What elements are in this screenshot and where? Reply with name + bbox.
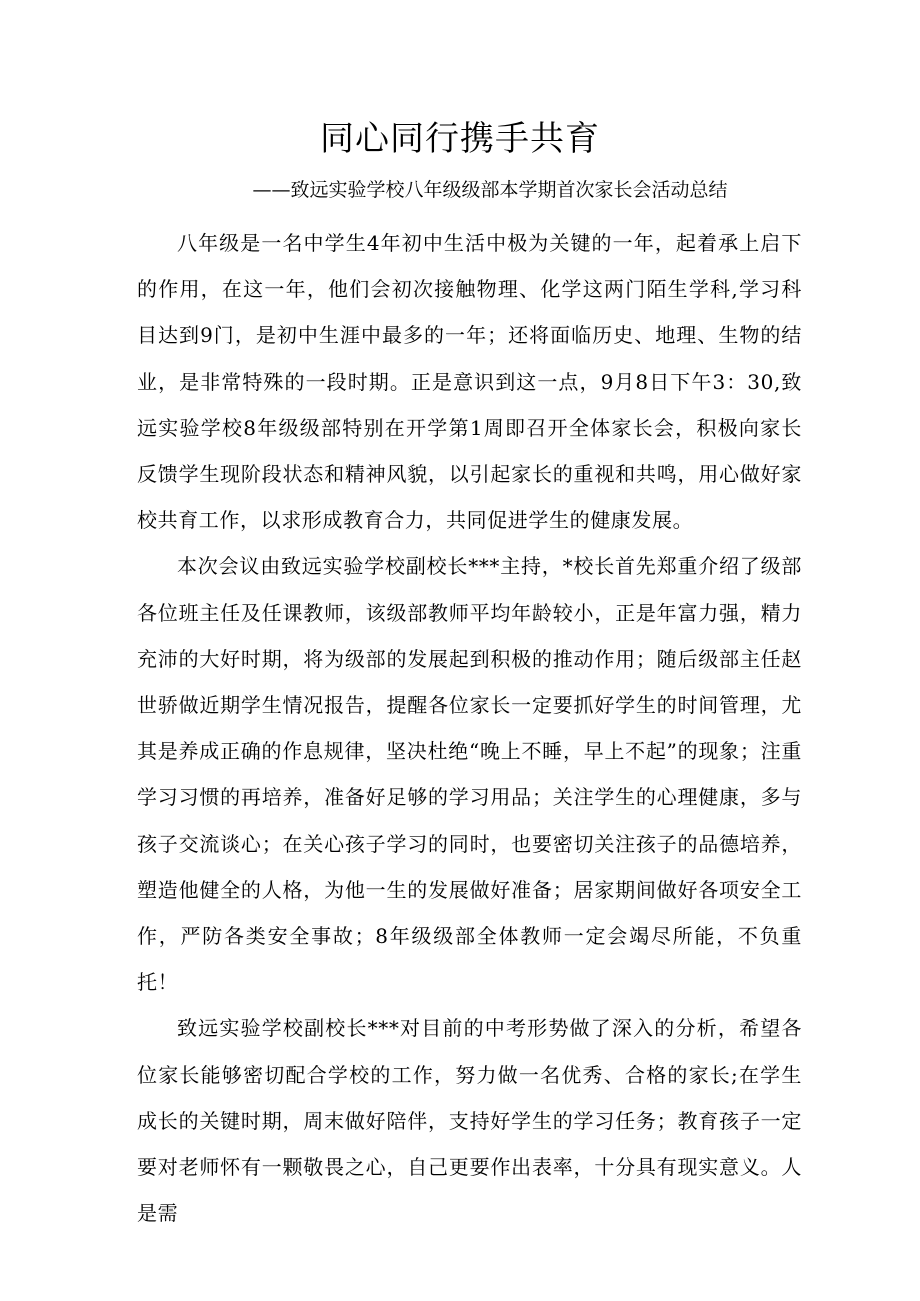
body-paragraph-1: 八年级是一名中学生4年初中生活中极为关键的一年，起着承上启下的作用，在这一年，他们会初次接触物理、化学这两门陌生学科,学习科目达到9门，是初中生涯中最多的一年；还将面临历史、地理、生物的结业，是非常特殊的一段时期。正是意识到这一点，9月8日下午3：30,致远实验学校8年级级部特别在开学第1周即召开全体家长会，积极向家长反馈学生现阶段状态和精神风貌，以引起家长的重视和共鸣，用心做好家校共育工作，以求形成教育合力，共同促进学生的健康发展。 (137, 231, 802, 533)
body-paragraph-3: 致远实验学校副校长***对目前的中考形势做了深入的分析，希望各位家长能够密切配合学校的工作，努力做一名优秀、合格的家长;在学生成长的关键时期，周末做好陪伴，支持好学生的学习任务；教育孩子一定要对老师怀有一颗敬畏之心，自己更要作出表率，十分具有现实意义。人是需 (137, 1016, 802, 1226)
body-paragraph-2: 本次会议由致远实验学校副校长***主持，*校长首先郑重介绍了级部各位班主任及任课教师，该级部教师平均年龄较小，正是年富力强，精力充沛的大好时期，将为级部的发展起到积极的推动作用；随后级部主任赵世骄做近期学生情况报告，提醒各位家长一定要抓好学生的时间管理，尤其是养成正确的作息规律，坚决杜绝“晚上不睡，早上不起”的现象；注重学习习惯的再培养，准备好足够的学习用品；关注学生的心理健康，多与孩子交流谈心；在关心孩子学习的同时，也要密切关注孩子的品德培养，塑造他健全的人格，为他一生的发展做好准备；居家期间做好各项安全工作，严防各类安全事故；8年级级部全体教师一定会竭尽所能，不负重托！ (137, 554, 802, 995)
document-title: 同心同行携手共育 (320, 119, 600, 159)
document-subtitle: ——致远实验学校八年级级部本学期首次家长会活动总结 (252, 179, 728, 201)
document-body (137, 220, 802, 1236)
